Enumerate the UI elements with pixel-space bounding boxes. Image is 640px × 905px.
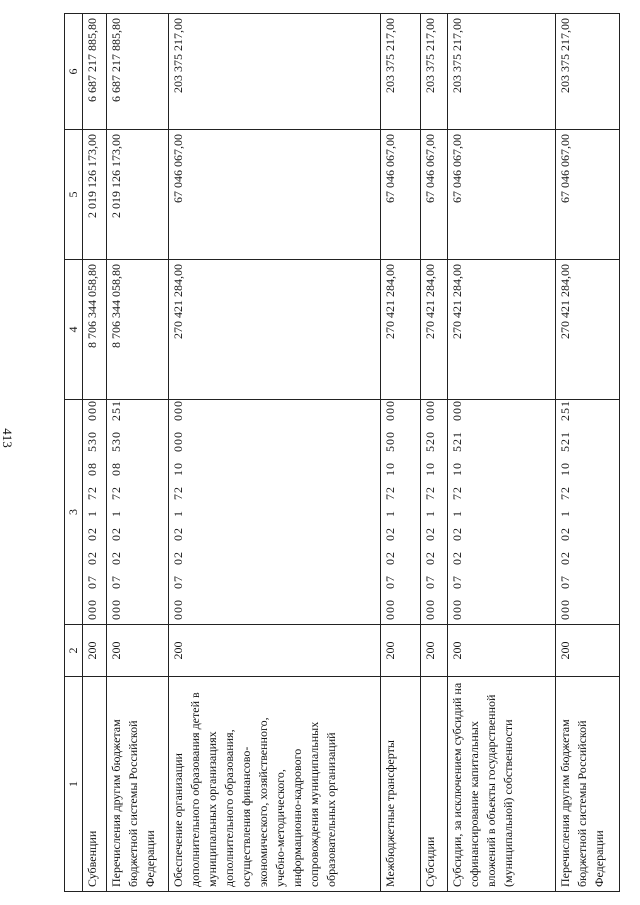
table-row	[169, 14, 381, 892]
header-cell: 6	[65, 14, 83, 130]
header-cell: 1	[65, 677, 83, 892]
table-row	[421, 14, 448, 892]
row-code-cell: 200	[556, 625, 620, 677]
row-name-cell: Обеспечение организации дополнительного образования детей в муниципальных организациях дополнительного образования, осуществления финансово-экономического, хозяйственного, учебно-методического, информационно-кадрового сопровождения муниципальных образовательных организаций	[169, 677, 381, 892]
row-col4-cell: 270 421 284,00	[381, 260, 421, 400]
table-row	[83, 14, 107, 892]
row-col5-cell: 67 046 067,00	[381, 130, 421, 260]
header-cell: 5	[65, 130, 83, 260]
row-code-cell: 200	[421, 625, 448, 677]
row-kbk-cell: 000 07 02 02 1 72 10 520 000	[421, 400, 448, 625]
row-kbk-cell: 000 07 02 02 1 72 10 500 000	[381, 400, 421, 625]
row-code-cell: 200	[169, 625, 381, 677]
row-col5-cell: 67 046 067,00	[421, 130, 448, 260]
row-col5-cell: 67 046 067,00	[169, 130, 381, 260]
row-col4-cell: 270 421 284,00	[169, 260, 381, 400]
row-name-cell: Субсидии	[421, 677, 448, 892]
page-number: 413	[0, 428, 15, 448]
row-col5-cell: 67 046 067,00	[448, 130, 556, 260]
row-code-cell: 200	[381, 625, 421, 677]
row-col6-cell: 6 687 217 885,80	[83, 14, 107, 130]
row-kbk-cell: 000 07 02 02 1 72 08 530 000	[83, 400, 107, 625]
row-col5-cell: 67 046 067,00	[556, 130, 620, 260]
row-name-cell: Субсидии, за исключением субсидий на софинансирование капитальных вложений в объекты государственной (муниципальной) собственности	[448, 677, 556, 892]
row-col6-cell: 6 687 217 885,80	[107, 14, 169, 130]
row-col4-cell: 270 421 284,00	[556, 260, 620, 400]
table-row	[107, 14, 169, 892]
row-col6-cell: 203 375 217,00	[421, 14, 448, 130]
header-row	[65, 14, 83, 892]
row-col5-cell: 2 019 126 173,00	[107, 130, 169, 260]
row-code-cell: 200	[107, 625, 169, 677]
row-col4-cell: 8 706 344 058,80	[83, 260, 107, 400]
rotated-table-container	[64, 14, 606, 892]
row-col4-cell: 8 706 344 058,80	[107, 260, 169, 400]
row-code-cell: 200	[83, 625, 107, 677]
row-kbk-cell: 000 07 02 02 1 72 10 000 000	[169, 400, 381, 625]
table-row	[556, 14, 620, 892]
row-col6-cell: 203 375 217,00	[381, 14, 421, 130]
row-col6-cell: 203 375 217,00	[448, 14, 556, 130]
row-col5-cell: 2 019 126 173,00	[83, 130, 107, 260]
row-name-cell: Межбюджетные трансферты	[381, 677, 421, 892]
header-cell: 3	[65, 400, 83, 625]
row-name-cell: Перечисления другим бюджетам бюджетной системы Российской Федерации	[556, 677, 620, 892]
row-code-cell: 200	[448, 625, 556, 677]
row-col6-cell: 203 375 217,00	[556, 14, 620, 130]
table-row	[448, 14, 556, 892]
row-kbk-cell: 000 07 02 02 1 72 10 521 000	[448, 400, 556, 625]
row-col4-cell: 270 421 284,00	[421, 260, 448, 400]
header-cell: 2	[65, 625, 83, 677]
row-name-cell: Субвенции	[83, 677, 107, 892]
row-col4-cell: 270 421 284,00	[448, 260, 556, 400]
row-col6-cell: 203 375 217,00	[169, 14, 381, 130]
table-viewport	[64, 14, 606, 892]
header-cell: 4	[65, 260, 83, 400]
row-kbk-cell: 000 07 02 02 1 72 10 521 251	[556, 400, 620, 625]
row-name-cell: Перечисления другим бюджетам бюджетной системы Российской Федерации	[107, 677, 169, 892]
row-kbk-cell: 000 07 02 02 1 72 08 530 251	[107, 400, 169, 625]
table-row	[381, 14, 421, 892]
budget-table	[64, 13, 620, 892]
